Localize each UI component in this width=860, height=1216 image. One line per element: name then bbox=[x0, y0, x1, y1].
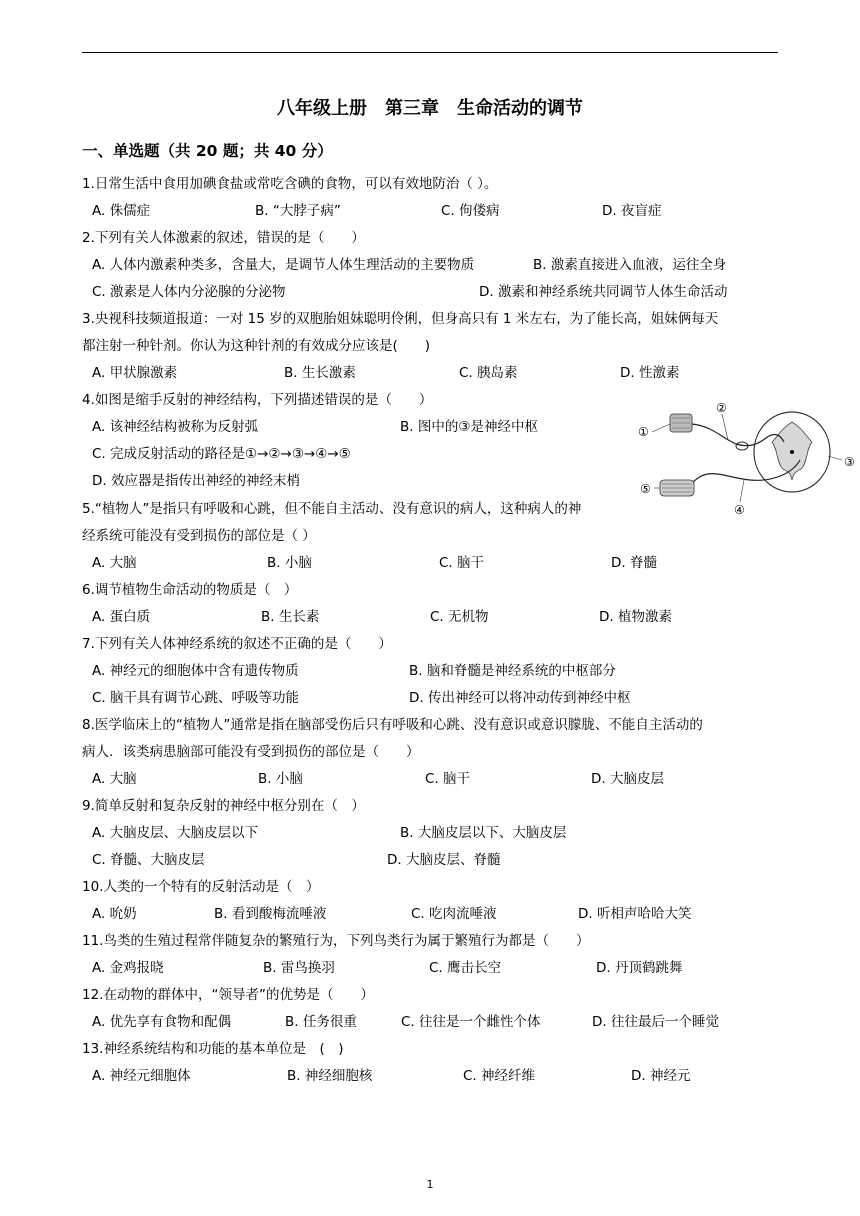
question-13-stem: 13.神经系统结构和功能的基本单位是 ( ) bbox=[82, 1041, 344, 1057]
question-11-option-d: D. 丹顶鹤跳舞 bbox=[596, 960, 683, 976]
question-7-stem: 7.下列有关人体神经系统的叙述不正确的是（ ） bbox=[82, 636, 392, 652]
question-12-option-b: B. 任务很重 bbox=[285, 1014, 357, 1030]
page-number: 1 bbox=[426, 1178, 434, 1191]
question-10-option-a: A. 吮奶 bbox=[92, 906, 137, 922]
page-title: 八年级上册 第三章 生命活动的调节 bbox=[277, 98, 583, 119]
figure-label-1: ① bbox=[638, 425, 649, 439]
question-3-option-b: B. 生长激素 bbox=[284, 365, 356, 381]
question-12-option-d: D. 往往最后一个睡觉 bbox=[592, 1014, 719, 1030]
question-8-option-c: C. 脑干 bbox=[425, 771, 471, 787]
header-rule bbox=[82, 52, 778, 53]
question-8-option-b: B. 小脑 bbox=[258, 771, 303, 787]
question-8-stem-line1: 8.医学临床上的“植物人”通常是指在脑部受伤后只有呼吸和心跳、没有意识或意识朦胧、不能自主活动的 bbox=[82, 717, 703, 733]
figure-label-4: ④ bbox=[734, 503, 745, 516]
question-7-option-a: A. 神经元的细胞体中含有遗传物质 bbox=[92, 663, 299, 679]
question-2-stem: 2.下列有关人体激素的叙述，错误的是（ ） bbox=[82, 230, 365, 246]
question-5-stem-line1: 5.“植物人”是指只有呼吸和心跳，但不能自主活动、没有意识的病人，这种病人的神 bbox=[82, 501, 582, 517]
question-12-option-a: A. 优先享有食物和配偶 bbox=[92, 1014, 232, 1030]
question-1-stem: 1.日常生活中食用加碘食盐或常吃含碘的食物，可以有效地防治（ ）。 bbox=[82, 176, 498, 192]
question-10-option-d: D. 听相声哈哈大笑 bbox=[578, 906, 692, 922]
question-8-stem-line2: 病人．该类病患脑部可能没有受到损伤的部位是（ ） bbox=[82, 744, 420, 760]
reflex-arc-figure bbox=[632, 398, 860, 516]
question-13-option-c: C. 神经纤维 bbox=[463, 1068, 536, 1084]
question-11-option-c: C. 鹰击长空 bbox=[429, 960, 502, 976]
question-12-stem: 12.在动物的群体中，“领导者”的优势是（ ） bbox=[82, 987, 374, 1003]
question-3-option-c: C. 胰岛素 bbox=[459, 365, 518, 381]
question-11-option-a: A. 金鸡报晓 bbox=[92, 960, 164, 976]
question-3-stem-line2: 都注射一种针剂。你认为这种针剂的有效成分应该是( ) bbox=[82, 338, 431, 354]
afferent-nerve bbox=[692, 424, 784, 446]
question-5-option-c: C. 脑干 bbox=[439, 555, 485, 571]
question-12-option-c: C. 往往是一个雌性个体 bbox=[401, 1014, 541, 1030]
question-2-option-a: A. 人体内激素种类多，含量大，是调节人体生理活动的主要物质 bbox=[92, 257, 475, 273]
central-canal bbox=[790, 450, 794, 454]
question-11-option-b: B. 雷鸟换羽 bbox=[263, 960, 335, 976]
question-6-option-b: B. 生长素 bbox=[261, 609, 320, 625]
question-5-option-b: B. 小脑 bbox=[267, 555, 312, 571]
question-6-option-d: D. 植物激素 bbox=[599, 609, 672, 625]
figure-label-5: ⑤ bbox=[640, 482, 651, 496]
question-2-option-c: C. 激素是人体内分泌腺的分泌物 bbox=[92, 284, 286, 300]
question-7-option-d: D. 传出神经可以将冲动传到神经中枢 bbox=[409, 690, 631, 706]
question-6-stem: 6.调节植物生命活动的物质是（ ） bbox=[82, 582, 298, 598]
question-9-stem: 9.简单反射和复杂反射的神经中枢分别在（ ） bbox=[82, 798, 365, 814]
question-3-option-d: D. 性激素 bbox=[620, 365, 680, 381]
question-9-option-d: D. 大脑皮层、脊髓 bbox=[387, 852, 501, 868]
question-9-option-b: B. 大脑皮层以下、大脑皮层 bbox=[400, 825, 567, 841]
question-5-option-d: D. 脊髓 bbox=[611, 555, 657, 571]
figure-label-3: ③ bbox=[844, 455, 855, 469]
question-8-option-d: D. 大脑皮层 bbox=[591, 771, 664, 787]
question-10-option-c: C. 吃肉流唾液 bbox=[411, 906, 497, 922]
question-1-option-a: A. 侏儒症 bbox=[92, 203, 151, 219]
question-5-stem-line2: 经系统可能没有受到损伤的部位是（ ） bbox=[82, 528, 316, 544]
question-10-option-b: B. 看到酸梅流唾液 bbox=[214, 906, 327, 922]
question-9-option-c: C. 脊髓、大脑皮层 bbox=[92, 852, 205, 868]
question-7-option-c: C. 脑干具有调节心跳、呼吸等功能 bbox=[92, 690, 300, 706]
question-3-stem-line1: 3.央视科技频道报道：一对 15 岁的双胞胎姐妹聪明伶俐，但身高只有 1 米左右，为了能长高，姐妹俩每天 bbox=[82, 311, 719, 327]
question-13-option-a: A. 神经元细胞体 bbox=[92, 1068, 191, 1084]
section-heading: 一、单选题（共 20 题；共 40 分） bbox=[82, 142, 333, 160]
question-6-option-a: A. 蛋白质 bbox=[92, 609, 151, 625]
question-3-option-a: A. 甲状腺激素 bbox=[92, 365, 178, 381]
question-2-option-d: D. 激素和神经系统共同调节人体生命活动 bbox=[479, 284, 728, 300]
question-4-stem: 4.如图是缩手反射的神经结构，下列描述错误的是（ ） bbox=[82, 392, 433, 408]
figure-label-2: ② bbox=[716, 401, 727, 415]
question-1-option-c: C. 佝偻病 bbox=[441, 203, 500, 219]
question-13-option-d: D. 神经元 bbox=[631, 1068, 691, 1084]
question-10-stem: 10.人类的一个特有的反射活动是（ ） bbox=[82, 879, 320, 895]
question-7-option-b: B. 脑和脊髓是神经系统的中枢部分 bbox=[409, 663, 616, 679]
question-4-option-c: C. 完成反射活动的路径是①→②→③→④→⑤ bbox=[92, 446, 351, 462]
question-4-option-d: D. 效应器是指传出神经的神经末梢 bbox=[92, 473, 300, 489]
question-6-option-c: C. 无机物 bbox=[430, 609, 489, 625]
question-4-option-b: B. 图中的③是神经中枢 bbox=[400, 419, 538, 435]
question-1-option-b: B. “大脖子病” bbox=[255, 203, 341, 219]
question-2-option-b: B. 激素直接进入血液，运往全身 bbox=[533, 257, 727, 273]
question-5-option-a: A. 大脑 bbox=[92, 555, 137, 571]
question-13-option-b: B. 神经细胞核 bbox=[287, 1068, 373, 1084]
question-9-option-a: A. 大脑皮层、大脑皮层以下 bbox=[92, 825, 259, 841]
question-4-option-a: A. 该神经结构被称为反射弧 bbox=[92, 419, 259, 435]
question-11-stem: 11.鸟类的生殖过程常伴随复杂的繁殖行为，下列鸟类行为属于繁殖行为都是（ ） bbox=[82, 933, 590, 949]
question-8-option-a: A. 大脑 bbox=[92, 771, 137, 787]
question-1-option-d: D. 夜盲症 bbox=[602, 203, 662, 219]
